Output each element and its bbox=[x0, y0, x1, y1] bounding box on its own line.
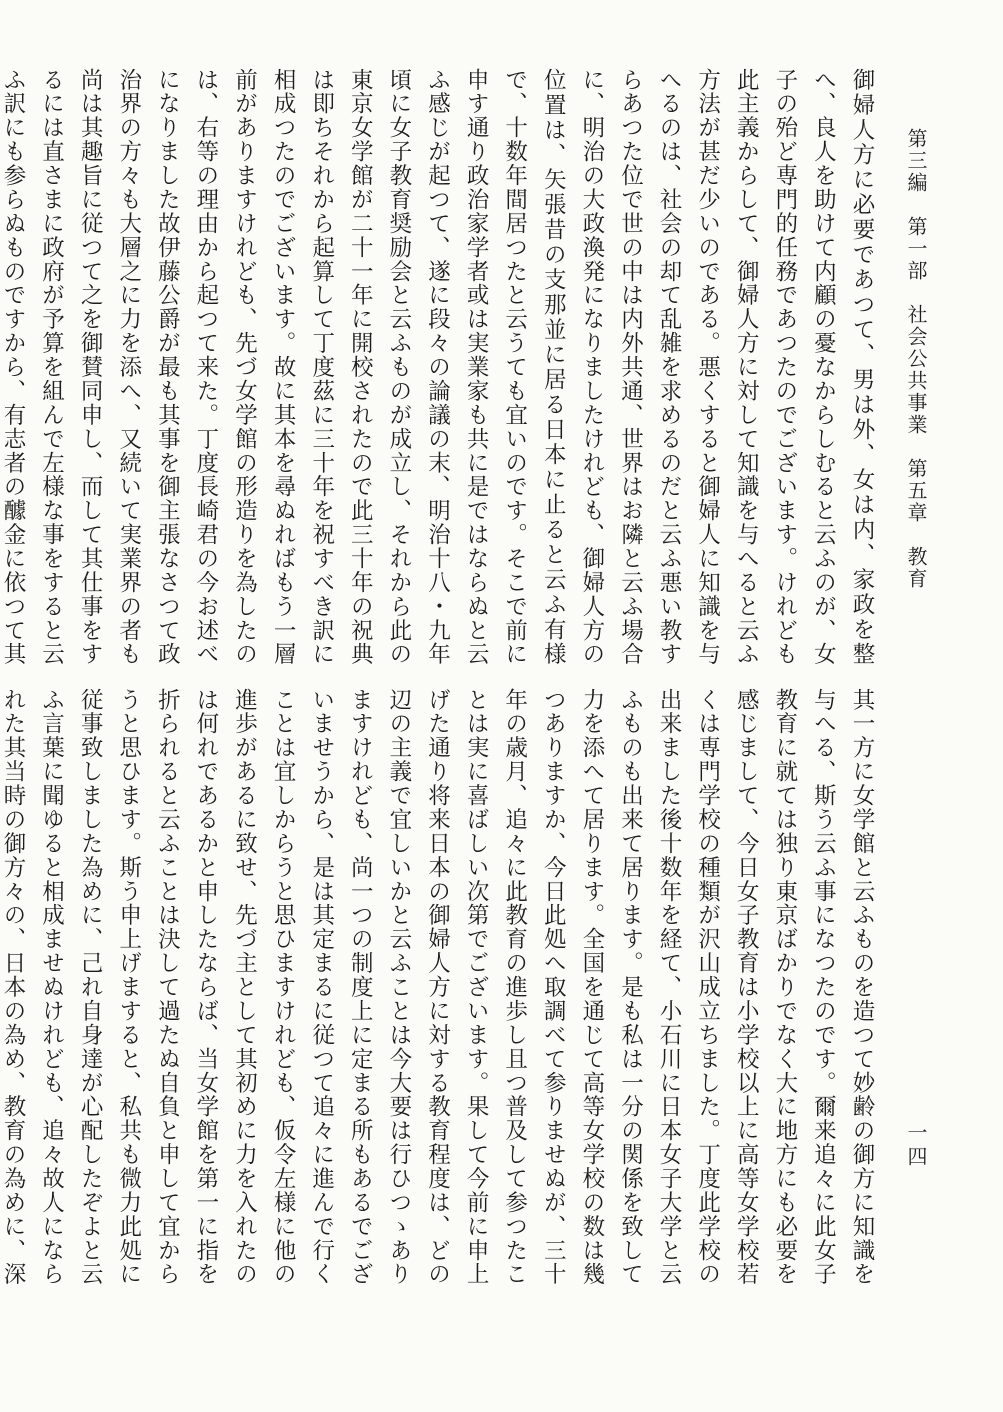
lower-paragraph: 其一方に女学館と云ふものを造つて妙齢の御方に知識を与へる、斯う云ふ事になつたのです。爾来追々に此女子教育に就ては独り東京ばかりでなく大に地方にも必要を感じまして、今日女子教育は小学校以上に高等女学校若くは専門学校の種類が沢山成立ちました。丁度此学校の出来ました後十数年を経て、小石川に日本女子大学と云ふものも出来て居ります。是も私は一分の関係を致して力を添へて居ります。全国を通じて高等女学校の数は幾つありますか、今日此処へ取調べて参りませぬが、三十年の歳月、追々に此教育の進歩し且つ普及して参つたことは実に喜ばしい次第でございます。果して今前に申上げた通り将来日本の御婦人方に対する教育程度は、どの辺の主義で宜しいかと云ふことは今大要は行ひつゝありますけれども、尚一つの制度上に定まる所もあるでございませうから、是は其定まるに従つて追々に進んで行くことは宜しからうと思ひますけれども、仮令左様に他の進歩があるに致せ、先づ主として其初めに力を入れたのは何れであるかと申したならば、当女学館を第一に指を折られると云ふことは決して過たぬ自負と申して宜からうと思ひます。斯う申上げますると、私共も微力此処に従事致しました為めに、己れ自身達が心配したぞよと云ふ言葉に聞ゆると相成ませぬけれども、追々故人になられた其当時の御方々の、日本の為め、教育の為めに、深 bbox=[0, 688, 875, 1286]
upper-text-block bbox=[0, 68, 881, 666]
running-header: 第三編 第一部 社会公共事業 第五章 教育 bbox=[904, 128, 928, 590]
page-number: 一四 bbox=[904, 1122, 928, 1170]
lower-text-block bbox=[0, 688, 881, 1286]
upper-paragraph: 御婦人方に必要であつて、男は外、女は内、家政を整へ、良人を助けて内顧の憂なからしむると云ふのが、女子の殆ど専門的任務であつたのでございます。けれども此主義からして、御婦人方に対して知識を与へると云ふ方法が甚だ少いのである。悪くすると御婦人に知識を与へるのは、社会の却て乱雑を求めるのだと云ふ悪い教すらあつた位で世の中は内外共通、世界はお隣と云ふ場合に、明治の大政渙発になりましたけれども、御婦人方の位置は、矢張昔の支那並に居る日本に止ると云ふ有様で、十数年間居つたと云うても宜いのです。そこで前に申す通り政治家学者或は実業家も共に是ではならぬと云ふ感じが起つて、遂に段々の論議の末、明治十八・九年頃に女子教育奨励会と云ふものが成立し、それから此の東京女学館が二十一年に開校されたので此三十年の祝典は即ちそれから起算して丁度茲に三十年を祝すべき訳に相成つたのでございます。故に其本を尋ぬればもう一層前がありますけれども、先づ女学館の形造りを為したのは、右等の理由から起つて来た。丁度長崎君の今お述べになりました故伊藤公爵が最も其事を御主張なさつて政治界の方々も大層之に力を添へ、又続いて実業界の者も尚は其趣旨に従つて之を御賛同申し、而して其仕事をするには直さまに政府が予算を組んで左様な事をすると云ふ訳にも参らぬものですから、有志者の醵金に依つて其 bbox=[0, 68, 875, 666]
